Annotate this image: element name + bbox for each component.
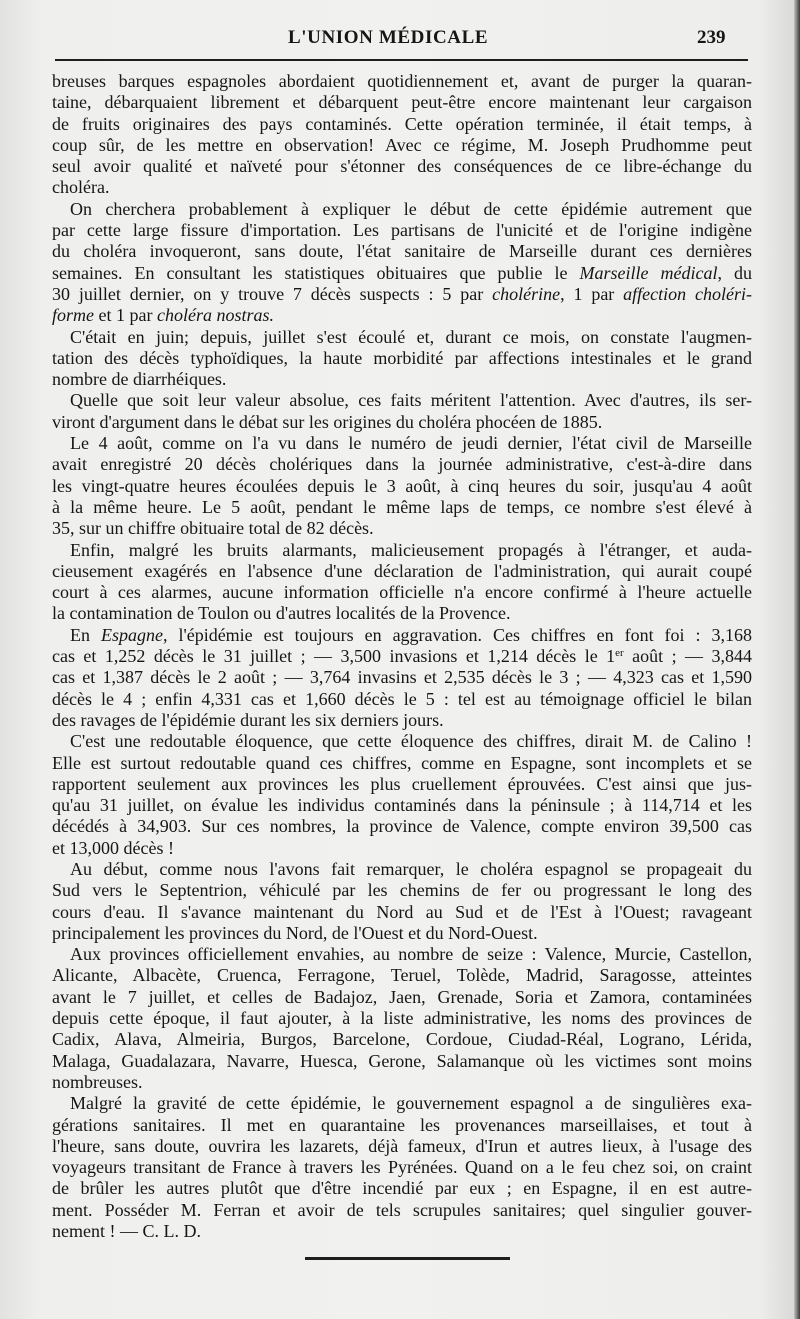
text-segment: août ; — 3,844 bbox=[623, 646, 752, 667]
superscript-text: er bbox=[615, 647, 624, 660]
italic-text: cholérine bbox=[492, 283, 561, 304]
text-line: la contamination de Toulon ou d'autres localités de la Provence. bbox=[52, 603, 511, 624]
text-line: gérations sanitaires. Il met en quarantaine les provenances marseillaises, et tout à bbox=[52, 1114, 752, 1135]
text-segment: cas et 1,252 décès le 31 juillet ; — 3,500 invasions et 1,214 décès le 1 bbox=[52, 646, 616, 667]
text-line bbox=[52, 646, 752, 667]
italic-text: Marseille médical bbox=[579, 262, 718, 283]
text-segment: semaines. En consultant les statistiques obituaires que publie le bbox=[52, 262, 580, 283]
text-line bbox=[52, 263, 752, 284]
paragraph bbox=[52, 625, 752, 731]
text-segment: , 1 par bbox=[560, 283, 624, 304]
text-line: Sud vers le Septentrion, véhiculé par les chemins de fer ou progressant le long des bbox=[52, 880, 752, 901]
text-line bbox=[52, 284, 752, 305]
text-line: Quelle que soit leur valeur absolue, ces faits méritent l'attention. Avec d'autres, ils ser- bbox=[70, 390, 752, 411]
text-line: les vingt-quatre heures écoulées depuis le 3 août, à cinq heures du soir, jusqu'au 4 août bbox=[52, 475, 752, 496]
text-line: de fruits originaires des pays contaminés. Cette opération terminée, il était temps, à bbox=[52, 113, 752, 134]
text-line: voyageurs transitant de France à travers les Pyrénées. Quand on a le feu chez soi, on craint bbox=[52, 1157, 752, 1178]
paragraph bbox=[52, 1093, 752, 1242]
text-line bbox=[52, 625, 752, 646]
text-segment: , l'épidémie est toujours en aggravation. Ces chiffres en font foi : 3,168 bbox=[162, 624, 752, 645]
text-line: viront d'argument dans le débat sur les origines du choléra phocéen de 1885. bbox=[52, 411, 603, 432]
text-line: Le 4 août, comme on l'a vu dans le numéro de jeudi dernier, l'état civil de Marseille bbox=[70, 433, 752, 454]
text-segment: , du bbox=[717, 262, 753, 283]
text-line: breuses barques espagnoles abordaient quotidiennement et, avant de purger la quaran- bbox=[52, 71, 752, 91]
text-line: avait enregistré 20 décès cholériques dans la journée administrative, c'est-à-dire dans bbox=[52, 454, 752, 475]
paragraph bbox=[52, 390, 752, 433]
paragraph bbox=[52, 327, 752, 391]
text-line: cieusement exagérés en l'absence d'une déclaration de l'administration, qui aurait coupé bbox=[52, 560, 752, 581]
header-rule bbox=[55, 59, 748, 61]
text-line: et 13,000 décès ! bbox=[52, 837, 174, 858]
italic-text: choléra nostras. bbox=[156, 305, 274, 326]
text-line: Malgré la gravité de cette épidémie, le gouvernement espagnol a de singulières exa- bbox=[70, 1093, 752, 1114]
paragraph bbox=[52, 859, 752, 944]
paragraph bbox=[52, 944, 752, 1093]
text-line: cas et 1,387 décès le 2 août ; — 3,764 invasins et 2,535 décès le 3 ; — 4,323 cas et 1,590 bbox=[52, 667, 752, 688]
article-body bbox=[52, 71, 752, 1242]
paragraph bbox=[52, 199, 752, 327]
text-line: principalement les provinces du Nord, de l'Ouest et du Nord-Ouest. bbox=[52, 922, 538, 943]
text-line: Elle est surtout redoutable quand ces chiffres, comme en Espagne, sont incomplets et se bbox=[52, 752, 752, 773]
text-line: Cadix, Alava, Almeiria, Burgos, Barcelone, Cordoue, Ciudad-Réal, Lograno, Lérida, bbox=[52, 1029, 752, 1050]
text-line: rapportent seulement aux provinces les plus cruellement éprouvées. C'est ainsi que jus- bbox=[52, 773, 752, 794]
journal-title: L'UNION MÉDICALE bbox=[288, 27, 489, 48]
text-line: par cette large fissure d'importation. Les partisans de l'unicité et de l'origine indigène bbox=[52, 220, 752, 241]
text-line: qu'au 31 juillet, on évalue les individus contaminés dans la péninsule ; à 114,714 et les bbox=[52, 795, 752, 816]
text-line: ment. Posséder M. Ferran et avoir de tels scrupules sanitaires; quel singulier gouver- bbox=[52, 1199, 752, 1220]
text-line: nombreuses. bbox=[52, 1071, 143, 1092]
text-line: 35, sur un chiffre obituaire total de 82 décès. bbox=[52, 518, 374, 539]
text-line bbox=[52, 305, 752, 326]
text-line: nombre de diarrhéiques. bbox=[52, 369, 227, 390]
text-line: à la même heure. Le 5 août, pendant le même laps de temps, ce nombre s'est élevé à bbox=[52, 496, 752, 517]
text-line: Malaga, Guadalazara, Navarre, Huesca, Gerone, Salamanque où les victimes sont moins bbox=[52, 1050, 752, 1071]
text-line: du choléra invoqueront, sans doute, l'état sanitaire de Marseille durant ces dernières bbox=[52, 241, 752, 262]
text-line: l'heure, sans doute, ouvrira les lazarets, déjà fameux, d'Irun et autres lieux, à l'usage des bbox=[52, 1135, 752, 1156]
text-segment: En bbox=[70, 624, 101, 645]
text-line: C'est une redoutable éloquence, que cette éloquence des chiffres, dirait M. de Calino ! bbox=[70, 731, 752, 752]
text-line: choléra. bbox=[52, 177, 110, 198]
italic-text: forme bbox=[52, 305, 94, 326]
text-line: de brûler les autres plutôt que d'être incendié par eux ; en Espagne, il en est autre- bbox=[52, 1178, 752, 1199]
italic-text: Espagne bbox=[100, 624, 163, 645]
text-line: court à ces alarmes, aucune information officielle n'a encore confirmé à l'heure actuelle bbox=[52, 582, 752, 603]
paragraph bbox=[52, 433, 752, 539]
text-line: taine, débarquaient librement et débarquent peut-être encore maintenant leur cargaison bbox=[52, 92, 752, 113]
text-line: tation des décès typhoïdiques, la haute morbidité par affections intestinales et le grand bbox=[52, 347, 752, 368]
text-line: Alicante, Albacète, Cruenca, Ferragone, Teruel, Tolède, Madrid, Saragosse, atteintes bbox=[52, 965, 752, 986]
text-line: nement ! — C. L. D. bbox=[52, 1221, 201, 1242]
text-line: avant le 7 juillet, et celles de Badajoz, Jaen, Grenade, Soria et Zamora, contaminées bbox=[52, 986, 752, 1007]
page-edge-shadow bbox=[794, 0, 800, 1319]
text-line: des ravages de l'épidémie durant les six derniers jours. bbox=[52, 709, 444, 730]
text-line: depuis cette époque, il faut ajouter, à la liste administrative, les noms des provinces de bbox=[52, 1008, 752, 1029]
text-line: seul avoir qualité et naïveté pour s'étonner des conséquences de ce libre-échange du bbox=[52, 156, 752, 177]
text-line: On cherchera probablement à expliquer le début de cette épidémie autrement que bbox=[70, 198, 752, 219]
footer-rule bbox=[305, 1257, 510, 1260]
text-line: décédés à 34,903. Sur ces nombres, la province de Valence, compte environ 39,500 cas bbox=[52, 816, 752, 837]
page-number: 239 bbox=[697, 27, 726, 48]
text-segment: 30 juillet dernier, on y trouve 7 décès suspects : 5 par bbox=[52, 283, 493, 304]
text-line: C'était en juin; depuis, juillet s'est écoulé et, durant ce mois, on constate l'augmen- bbox=[70, 326, 752, 347]
italic-text: affection choléri- bbox=[623, 283, 753, 304]
text-segment: et 1 par bbox=[94, 305, 157, 326]
text-line: décès le 4 ; enfin 4,331 cas et 1,660 décès le 5 : tel est au témoignage officiel le bilan bbox=[52, 688, 752, 709]
paragraph bbox=[52, 731, 752, 859]
text-line: Au début, comme nous l'avons fait remarquer, le choléra espagnol se propageait du bbox=[70, 858, 752, 879]
paragraph bbox=[52, 71, 752, 199]
text-line: cours d'eau. Il s'avance maintenant du Nord au Sud et de l'Est à l'Ouest; ravageant bbox=[52, 901, 752, 922]
text-line: coup sûr, de les mettre en observation! Avec ce régime, M. Joseph Prudhomme peut bbox=[52, 134, 752, 155]
paragraph bbox=[52, 540, 752, 625]
text-line: Enfin, malgré les bruits alarmants, malicieusement propagés à l'étranger, et auda- bbox=[70, 539, 752, 560]
text-line: Aux provinces officiellement envahies, au nombre de seize : Valence, Murcie, Castellon, bbox=[70, 944, 752, 965]
